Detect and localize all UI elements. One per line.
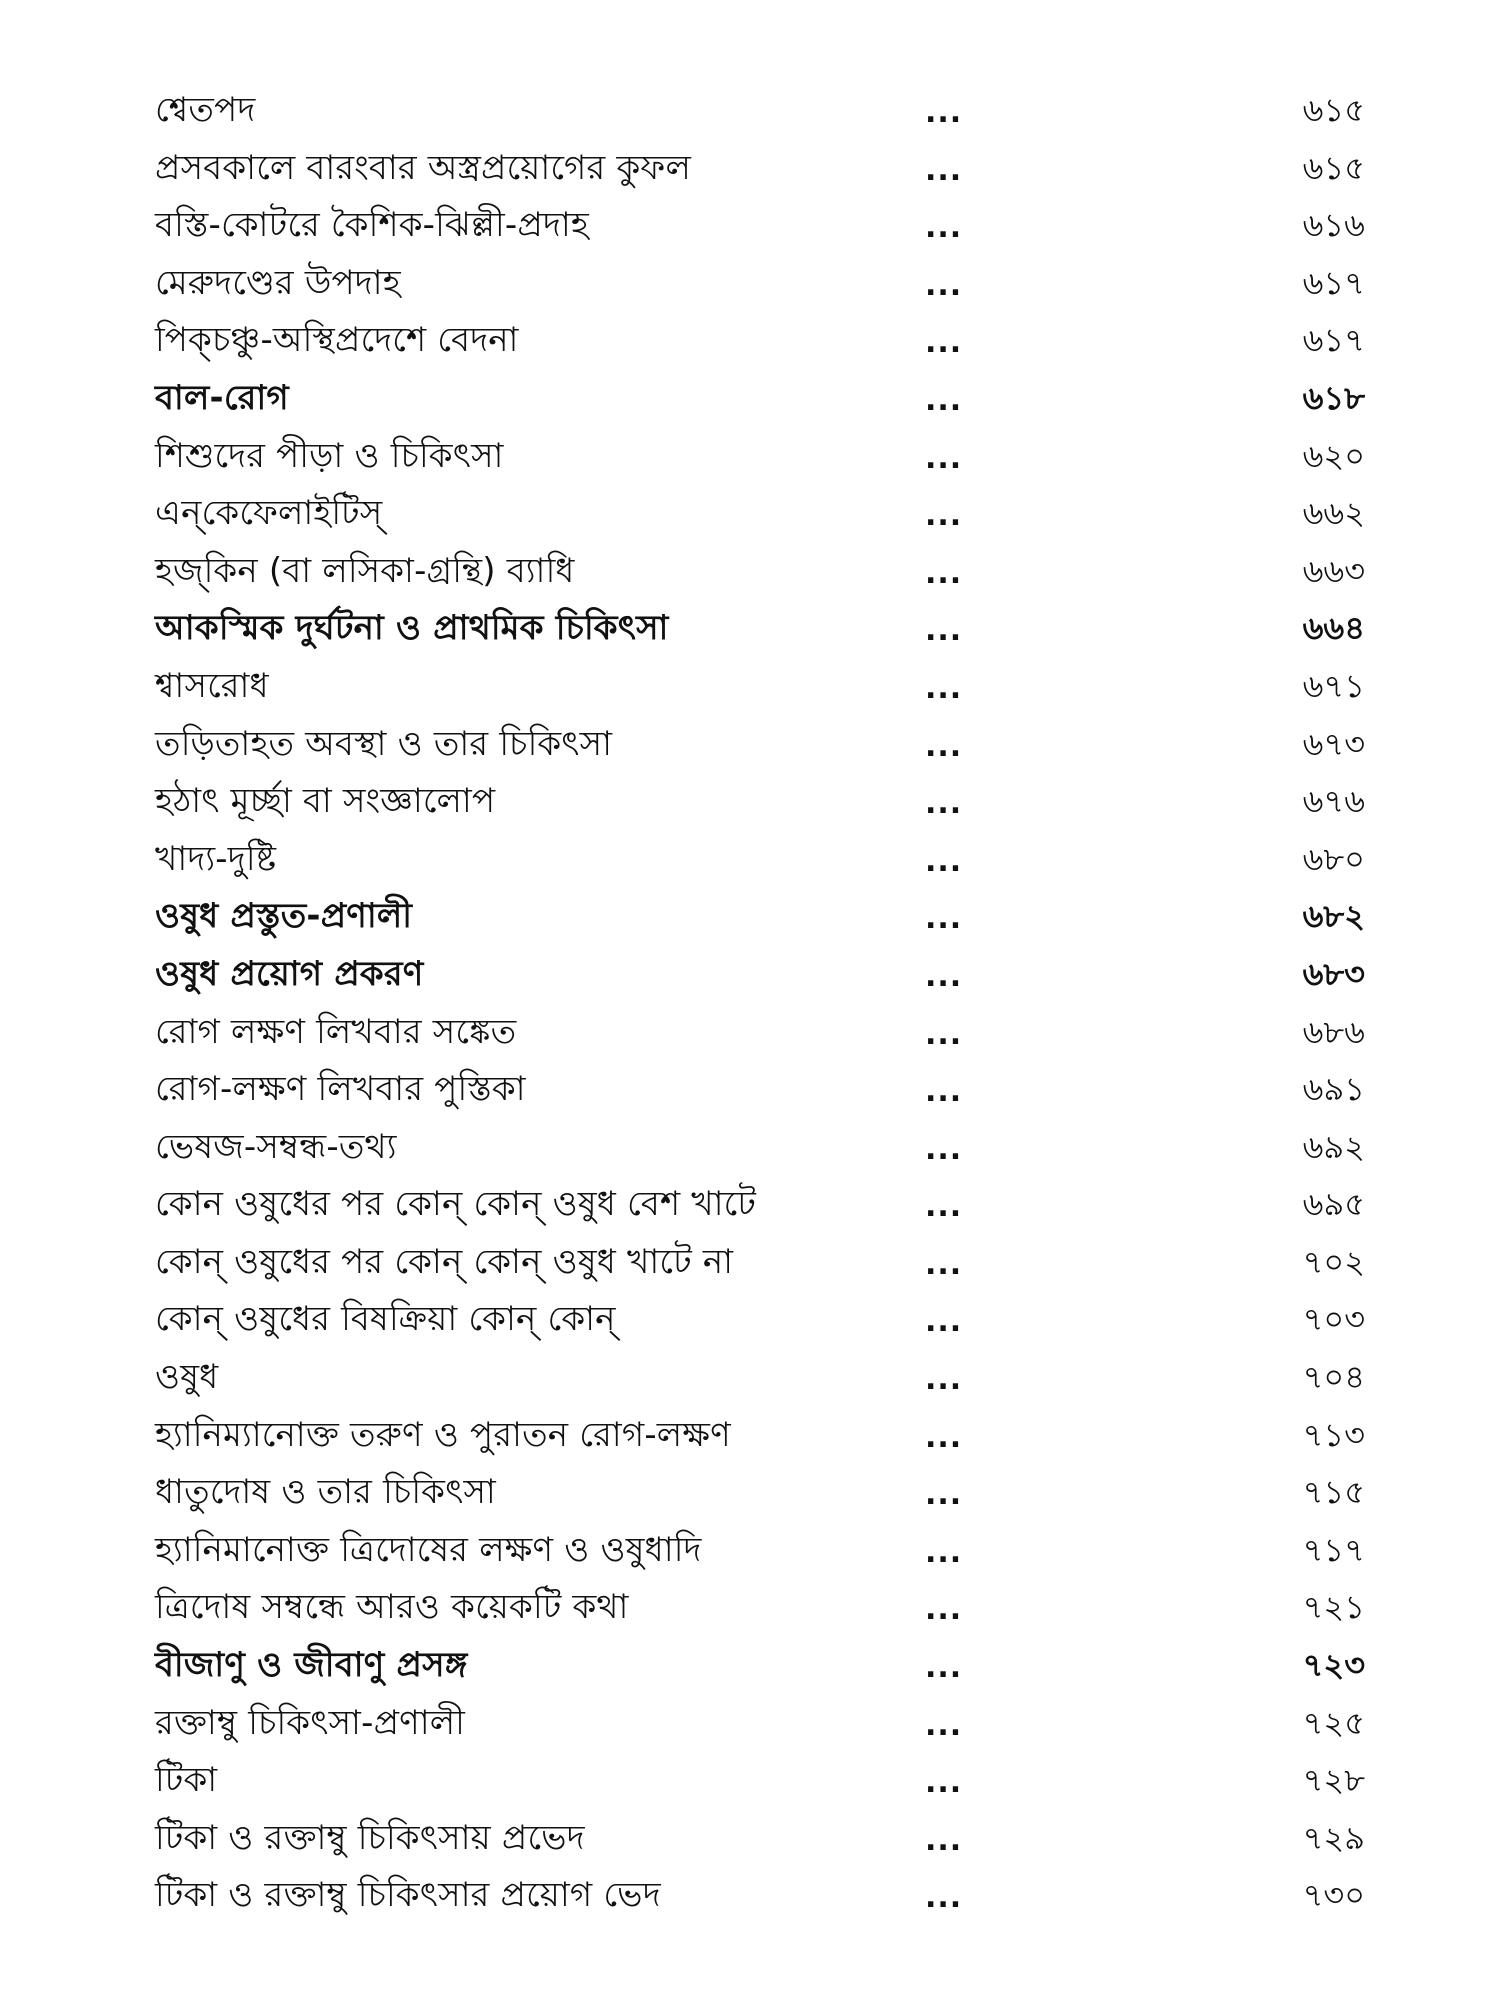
toc-entry-title: মেরুদণ্ডের উপদাহ xyxy=(155,262,401,303)
toc-section-heading xyxy=(155,888,1365,946)
toc-leader-dots: ... xyxy=(925,1650,963,1686)
toc-leader-dots: ... xyxy=(925,1419,963,1455)
toc-page-number: ৭০৪ xyxy=(1302,1358,1365,1397)
toc-page-number: ৬৮২ xyxy=(1302,897,1365,936)
toc-leader-dots: ... xyxy=(925,786,963,822)
toc-leader-dots: ... xyxy=(925,382,963,418)
toc-page-number: ৬৮৩ xyxy=(1302,954,1365,993)
toc-section-heading xyxy=(155,1637,1365,1695)
toc-page-number: ৬৭৬ xyxy=(1302,782,1365,821)
toc-entry-title: শিশুদের পীড়া ও চিকিৎসা xyxy=(155,435,504,476)
toc-entry-title: ধাতুদোষ ও তার চিকিৎসা xyxy=(155,1472,496,1513)
toc-page-number: ৭২৮ xyxy=(1302,1761,1365,1800)
toc-entry-title: কোন্‌ ওষুধের বিষক্রিয়া কোন্‌ কোন্‌ xyxy=(155,1299,616,1340)
toc-page-number: ৬১৭ xyxy=(1302,321,1365,360)
toc-page-number: ৭২৫ xyxy=(1302,1703,1365,1742)
toc-entry xyxy=(155,1407,1365,1465)
toc-entry xyxy=(155,1752,1365,1810)
toc-entry xyxy=(155,773,1365,831)
toc-page-number: ৭০৩ xyxy=(1302,1300,1365,1339)
toc-entry xyxy=(155,82,1365,140)
toc-entry-title: বীজাণু ও জীবাণু প্রসঙ্গ xyxy=(155,1645,468,1686)
toc-entry-title: রক্তাম্বু চিকিৎসা-প্রণালী xyxy=(155,1702,466,1743)
toc-section-heading xyxy=(155,370,1365,428)
toc-entry-title: প্রসবকালে বারংবার অস্ত্রপ্রয়োগের কুফল xyxy=(155,147,692,188)
toc-leader-dots: ... xyxy=(925,1074,963,1110)
toc-leader-dots: ... xyxy=(925,325,963,361)
toc-leader-dots: ... xyxy=(925,498,963,534)
toc-entry-title: খাদ্য-দুষ্টি xyxy=(155,838,277,879)
toc-entry-title: টিকা ও রক্তাম্বু চিকিৎসার প্রয়োগ ভেদ xyxy=(155,1875,661,1916)
toc-entry-title: ওষুধ প্রস্তুত-প্রণালী xyxy=(155,896,413,937)
toc-section-heading xyxy=(155,600,1365,658)
toc-entry xyxy=(155,1579,1365,1637)
toc-page-number: ৬৭১ xyxy=(1302,666,1365,705)
toc-page-number: ৬৭৩ xyxy=(1302,724,1365,763)
toc-page-number: ৬৬২ xyxy=(1302,494,1365,533)
toc-page-number: ৬১৮ xyxy=(1302,378,1365,417)
toc-entry-title: শ্বাসরোধ xyxy=(155,665,269,706)
toc-page-number: ৬১৫ xyxy=(1302,148,1365,187)
toc-leader-dots: ... xyxy=(925,1880,963,1916)
toc-page-number: ৬৯১ xyxy=(1302,1070,1365,1109)
toc-entry-title: হজ্‌কিন (বা লসিকা-গ্রন্থি) ব্যাধি xyxy=(155,550,575,591)
toc-page-number: ৭২১ xyxy=(1302,1588,1365,1627)
toc-entry xyxy=(155,255,1365,313)
toc-entry xyxy=(155,543,1365,601)
toc-entry xyxy=(155,1119,1365,1177)
toc-leader-dots: ... xyxy=(925,267,963,303)
toc-page-number: ৬৬৪ xyxy=(1302,609,1365,648)
toc-leader-dots: ... xyxy=(925,1131,963,1167)
table-of-contents xyxy=(155,82,1365,1925)
toc-entry xyxy=(155,1810,1365,1868)
toc-leader-dots: ... xyxy=(925,1592,963,1628)
toc-section-heading xyxy=(155,946,1365,1004)
toc-entry-title: ত্রিদোষ সম্বন্ধে আরও কয়েকটি কথা xyxy=(155,1587,629,1628)
toc-leader-dots: ... xyxy=(925,95,963,130)
toc-page-number: ৭১৩ xyxy=(1302,1415,1365,1454)
toc-entry-title: তড়িতাহত অবস্থা ও তার চিকিৎসা xyxy=(155,723,613,764)
toc-leader-dots: ... xyxy=(925,1362,963,1398)
toc-leader-dots: ... xyxy=(925,1246,963,1282)
toc-leader-dots: ... xyxy=(925,843,963,879)
toc-entry xyxy=(155,1234,1365,1292)
toc-leader-dots: ... xyxy=(925,901,963,937)
toc-entry-title: বাল-রোগ xyxy=(155,377,289,418)
toc-entry-title: হ্যানিমানোক্ত ত্রিদোষের লক্ষণ ও ওষুধাদি xyxy=(155,1529,702,1570)
toc-entry-title: টিকা xyxy=(155,1760,218,1801)
toc-entry xyxy=(155,197,1365,255)
toc-entry xyxy=(155,658,1365,716)
toc-entry-title: বস্তি-কোটরে কৈশিক-ঝিল্লী-প্রদাহ xyxy=(155,205,589,246)
toc-leader-dots: ... xyxy=(925,1304,963,1340)
toc-page-number: ৬১৬ xyxy=(1302,206,1365,245)
toc-entry xyxy=(155,716,1365,774)
toc-entry xyxy=(155,312,1365,370)
toc-entry-title: টিকা ও রক্তাম্বু চিকিৎসায় প্রভেদ xyxy=(155,1817,585,1858)
toc-leader-dots: ... xyxy=(925,1765,963,1801)
toc-leader-dots: ... xyxy=(925,613,963,649)
toc-entry-title: হ্যানিম্যানোক্ত তরুণ ও পুরাতন রোগ-লক্ষণ xyxy=(155,1414,731,1455)
toc-page-number: ৭০২ xyxy=(1302,1242,1365,1281)
toc-leader-dots: ... xyxy=(925,555,963,591)
toc-page-number: ৭২৩ xyxy=(1302,1646,1365,1685)
toc-leader-dots: ... xyxy=(925,670,963,706)
toc-entry xyxy=(155,485,1365,543)
toc-leader-dots: ... xyxy=(925,958,963,994)
toc-page-number: ৭২৯ xyxy=(1302,1818,1365,1857)
toc-page-number: ৬১৫ xyxy=(1302,91,1365,129)
toc-entry-title: এন্‌কেফেলাইটিস্‌ xyxy=(155,493,383,534)
toc-page-number: ৬৯২ xyxy=(1302,1127,1365,1166)
toc-entry xyxy=(155,1176,1365,1234)
toc-leader-dots: ... xyxy=(925,440,963,476)
toc-entry-title: শ্বেতপদ xyxy=(155,90,256,130)
toc-entry xyxy=(155,1464,1365,1522)
toc-entry xyxy=(155,831,1365,889)
toc-page-number: ৬৮৬ xyxy=(1302,1012,1365,1051)
toc-leader-dots: ... xyxy=(925,210,963,246)
toc-page-number: ৭১৫ xyxy=(1302,1473,1365,1512)
toc-page-number: ৬৮০ xyxy=(1302,839,1365,878)
toc-entry xyxy=(155,140,1365,198)
toc-leader-dots: ... xyxy=(925,152,963,188)
toc-entry-title: কোন ওষুধের পর কোন্‌ কোন্‌ ওষুধ বেশ খাটে xyxy=(155,1184,757,1225)
toc-entry-title: রোগ লক্ষণ লিখবার সঙ্কেত xyxy=(155,1011,517,1052)
toc-entry-title: ভেষজ-সম্বন্ধ-তথ্য xyxy=(155,1126,397,1167)
toc-entry xyxy=(155,1522,1365,1580)
toc-page-number: ৭১৭ xyxy=(1302,1530,1365,1569)
toc-entry-title: ওষুধ xyxy=(155,1357,219,1398)
toc-entry xyxy=(155,1061,1365,1119)
toc-leader-dots: ... xyxy=(925,1016,963,1052)
toc-page-number: ৭৩০ xyxy=(1302,1876,1365,1915)
toc-page-number: ৬৬৩ xyxy=(1302,551,1365,590)
toc-entry xyxy=(155,1349,1365,1407)
toc-page-number: ৬১৭ xyxy=(1302,263,1365,302)
toc-entry xyxy=(155,1004,1365,1062)
toc-entry xyxy=(155,1695,1365,1753)
toc-leader-dots: ... xyxy=(925,728,963,764)
toc-entry xyxy=(155,428,1365,486)
toc-entry-title: ওষুধ প্রয়োগ প্রকরণ xyxy=(155,953,424,994)
toc-entry-title: রোগ-লক্ষণ লিখবার পুস্তিকা xyxy=(155,1069,526,1110)
toc-leader-dots: ... xyxy=(925,1477,963,1513)
toc-entry-title: আকস্মিক দুর্ঘটনা ও প্রাথমিক চিকিৎসা xyxy=(155,608,669,649)
toc-entry xyxy=(155,1867,1365,1925)
toc-entry-title: হঠাৎ মূর্চ্ছা বা সংজ্ঞালোপ xyxy=(155,781,496,822)
toc-entry-title: কোন্‌ ওষুধের পর কোন্‌ কোন্‌ ওষুধ খাটে না xyxy=(155,1241,734,1282)
toc-page-number: ৬২০ xyxy=(1302,436,1365,475)
toc-leader-dots: ... xyxy=(925,1707,963,1743)
toc-leader-dots: ... xyxy=(925,1534,963,1570)
toc-leader-dots: ... xyxy=(925,1822,963,1858)
toc-leader-dots: ... xyxy=(925,1189,963,1225)
toc-page-number: ৬৯৫ xyxy=(1302,1185,1365,1224)
toc-entry xyxy=(155,1291,1365,1349)
toc-entry-title: পিক্‌চঞ্চু-অস্থিপ্রদেশে বেদনা xyxy=(155,320,519,361)
